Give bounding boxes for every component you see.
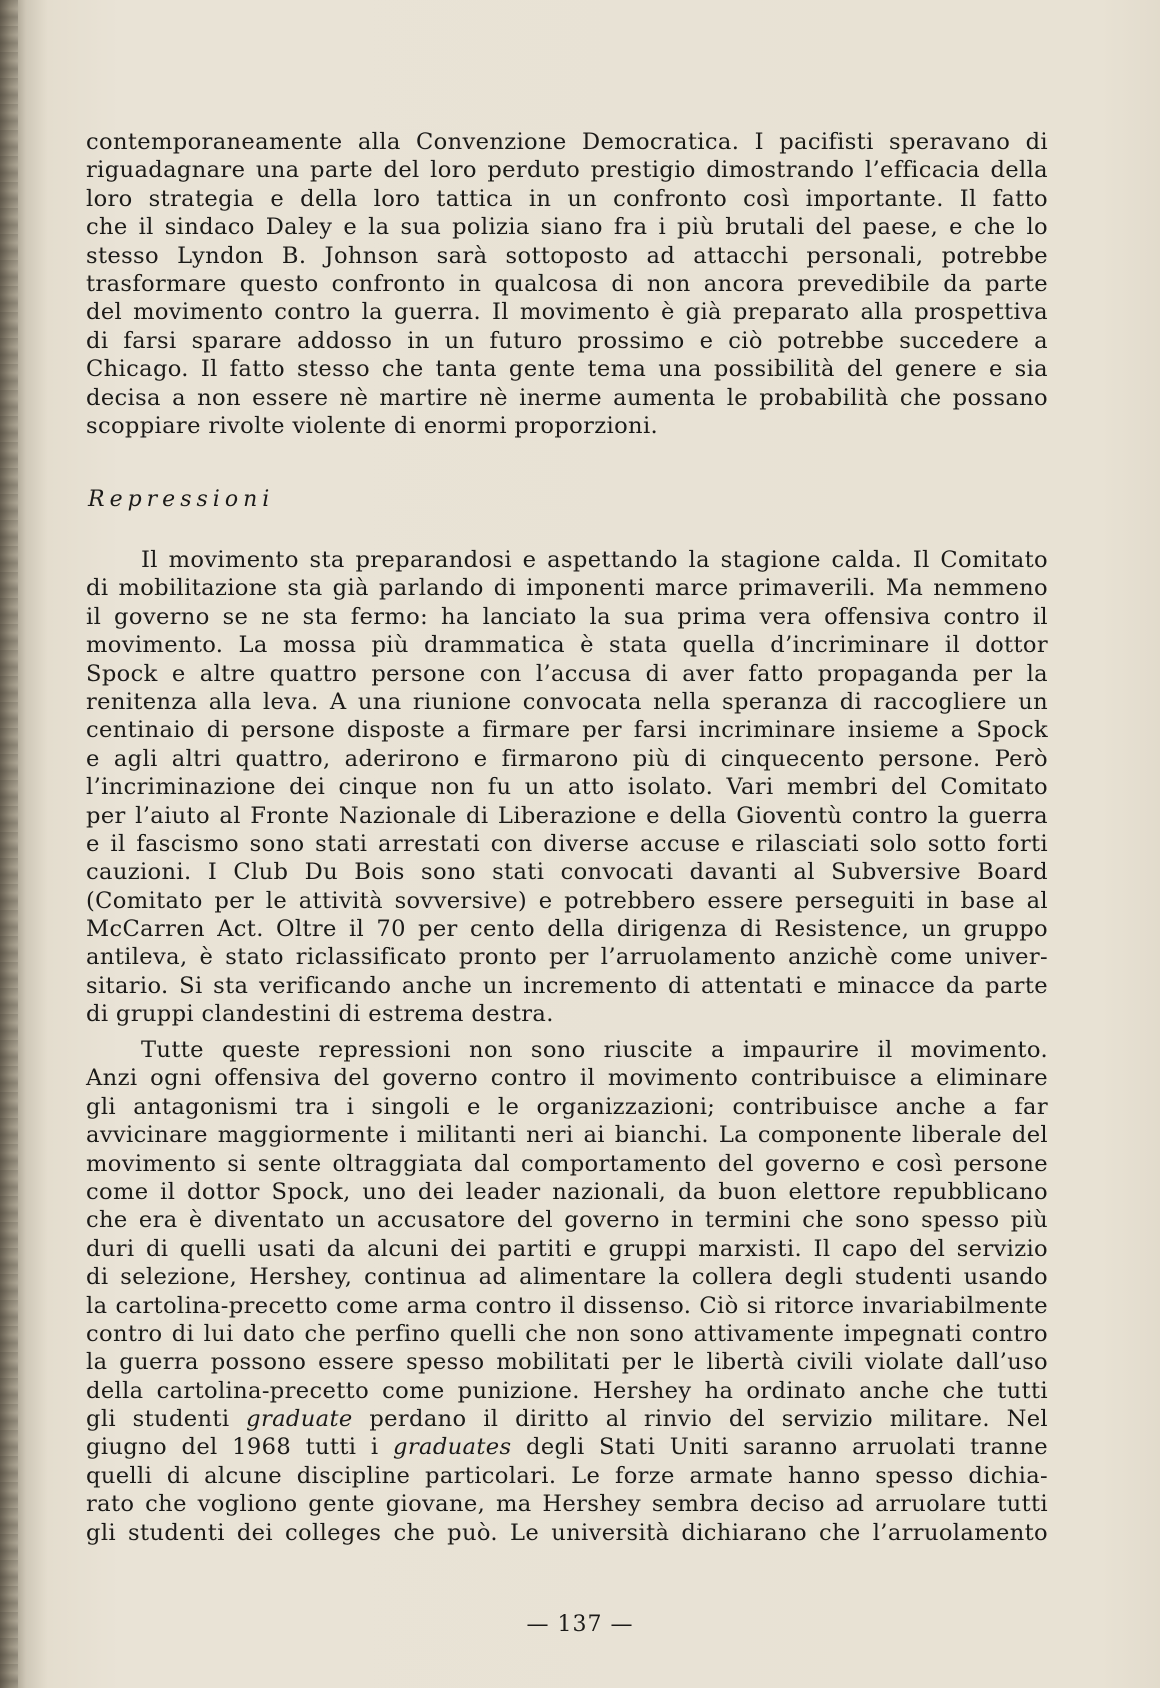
text-line: l’incriminazione dei cinque non fu un atto isolato. Vari membri del Comitato bbox=[86, 774, 1048, 801]
text-line: renitenza alla leva. A una riunione convocata nella speranza di raccogliere un bbox=[86, 688, 1048, 715]
paragraph-tutte bbox=[86, 1036, 1048, 1547]
text-line: che era è diventato un accusatore del governo in termini che sono spesso più bbox=[86, 1207, 1048, 1234]
text-line: loro strategia e della loro tattica in un confronto così importante. Il fatto bbox=[86, 185, 1048, 212]
text-line: come il dottor Spock, uno dei leader nazionali, da buon elettore repubblicano bbox=[86, 1178, 1048, 1205]
line-text: gli studenti bbox=[86, 1406, 247, 1433]
text-line: (Comitato per le attività sovversive) e potrebbero essere perseguiti in base al bbox=[86, 887, 1048, 914]
text-line: e agli altri quattro, aderirono e firmarono più di cinquecento persone. Però bbox=[86, 745, 1048, 772]
text-line-graduate bbox=[86, 1405, 1048, 1433]
text-line: la guerra possono essere spesso mobilitati per le libertà civili violate dall’uso bbox=[86, 1349, 1048, 1376]
text-line: centinaio di persone disposte a firmare per farsi incriminare insieme a Spock bbox=[86, 717, 1048, 744]
text-line: Il movimento sta preparandosi e aspettando la stagione calda. Il Comitato bbox=[141, 547, 1048, 573]
text-line: di mobilitazione sta già parlando di imponenti marce primaverili. Ma nemmeno bbox=[86, 575, 1048, 602]
text-line: movimento. La mossa più drammatica è stata quella d’incriminare il dottor bbox=[86, 632, 1048, 659]
text-line: di gruppi clandestini di estrema destra. bbox=[86, 1001, 554, 1028]
section-heading: Repressioni bbox=[88, 487, 275, 512]
text-line: avvicinare maggiormente i militanti neri ai bianchi. La componente liberale del bbox=[86, 1122, 1048, 1149]
text-line: trasformare questo confronto in qualcosa di non ancora prevedibile da parte bbox=[86, 270, 1048, 297]
line-text: perdano il diritto al rinvio del servizio militare. Nel bbox=[352, 1406, 1048, 1433]
text-line: gli studenti dei colleges che può. Le università dichiarano che l’arruolamento bbox=[86, 1519, 1048, 1546]
text-line: decisa a non essere nè martire nè inerme aumenta le probabilità che possano bbox=[86, 384, 1048, 411]
text-line: contro di lui dato che perfino quelli che non sono attivamente impegnati contro bbox=[86, 1320, 1048, 1347]
text-line: riguadagnare una parte del loro perduto prestigio dimostrando l’efficacia della bbox=[86, 157, 1048, 184]
paragraph-repressioni bbox=[86, 546, 1048, 1029]
text-line: del movimento contro la guerra. Il movimento è già preparato alla prospettiva bbox=[86, 299, 1048, 326]
text-line: che il sindaco Daley e la sua polizia siano fra i più brutali del paese, e che lo bbox=[86, 214, 1048, 241]
text-line: stesso Lyndon B. Johnson sarà sottoposto ad attacchi personali, potrebbe bbox=[86, 242, 1048, 269]
text-line: antileva, è stato riclassificato pronto per l’arruolamento anzichè come univer- bbox=[86, 944, 1048, 971]
text-line: Chicago. Il fatto stesso che tanta gente tema una possibilità del genere e sia bbox=[86, 356, 1048, 383]
text-line: scoppiare rivolte violente di enormi proporzioni. bbox=[86, 412, 659, 439]
paragraph-intro bbox=[86, 128, 1048, 440]
line-text: giugno del 1968 tutti i bbox=[86, 1434, 394, 1461]
text-line: movimento si sente oltraggiata dal comportamento del governo e così persone bbox=[86, 1150, 1048, 1177]
text-line-graduates bbox=[86, 1433, 1048, 1461]
text-line: di farsi sparare addosso in un futuro prossimo e ciò potrebbe succedere a bbox=[86, 327, 1048, 354]
text-line: rato che vogliono gente giovane, ma Hershey sembra deciso ad arruolare tutti bbox=[86, 1491, 1048, 1518]
text-line: sitario. Si sta verificando anche un incremento di attentati e minacce da parte bbox=[86, 972, 1048, 999]
text-line: la cartolina-precetto come arma contro il dissenso. Ciò si ritorce invariabilmente bbox=[86, 1292, 1048, 1319]
text-line: e il fascismo sono stati arrestati con diverse accuse e rilasciati solo sotto forti bbox=[86, 830, 1048, 857]
text-line: Anzi ogni offensiva del governo contro il movimento contribuisce a eliminare bbox=[86, 1065, 1048, 1092]
text-line: duri di quelli usati da alcuni dei partiti e gruppi marxisti. Il capo del servizio bbox=[86, 1235, 1048, 1262]
text-line: Spock e altre quattro persone con l’accusa di aver fatto propaganda per la bbox=[86, 660, 1048, 687]
line-text: degli Stati Uniti saranno arruolati tranne bbox=[511, 1434, 1048, 1461]
text-line: McCarren Act. Oltre il 70 per cento della dirigenza di Resistence, un gruppo bbox=[86, 916, 1048, 943]
text-line: cauzioni. I Club Du Bois sono stati convocati davanti al Subversive Board bbox=[86, 859, 1048, 886]
page-number: — 137 — bbox=[526, 1612, 634, 1637]
text-line: quelli di alcune discipline particolari. Le forze armate hanno spesso dichia- bbox=[86, 1462, 1048, 1489]
text-line: gli antagonismi tra i singoli e le organizzazioni; contribuisce anche a far bbox=[86, 1093, 1048, 1120]
italic-term: graduates bbox=[393, 1434, 512, 1461]
text-line: contemporaneamente alla Convenzione Democratica. I pacifisti speravano di bbox=[86, 129, 1048, 155]
text-line: Tutte queste repressioni non sono riuscite a impaurire il movimento. bbox=[141, 1037, 1048, 1063]
text-line: il governo se ne sta fermo: ha lanciato la sua prima vera offensiva contro il bbox=[86, 603, 1048, 630]
text-line: di selezione, Hershey, continua ad alimentare la collera degli studenti usando bbox=[86, 1264, 1048, 1291]
italic-term: graduate bbox=[246, 1406, 353, 1433]
text-line: per l’aiuto al Fronte Nazionale di Liberazione e della Gioventù contro la guerra bbox=[86, 802, 1048, 829]
text-line: della cartolina-precetto come punizione. Hershey ha ordinato anche che tutti bbox=[86, 1377, 1048, 1404]
